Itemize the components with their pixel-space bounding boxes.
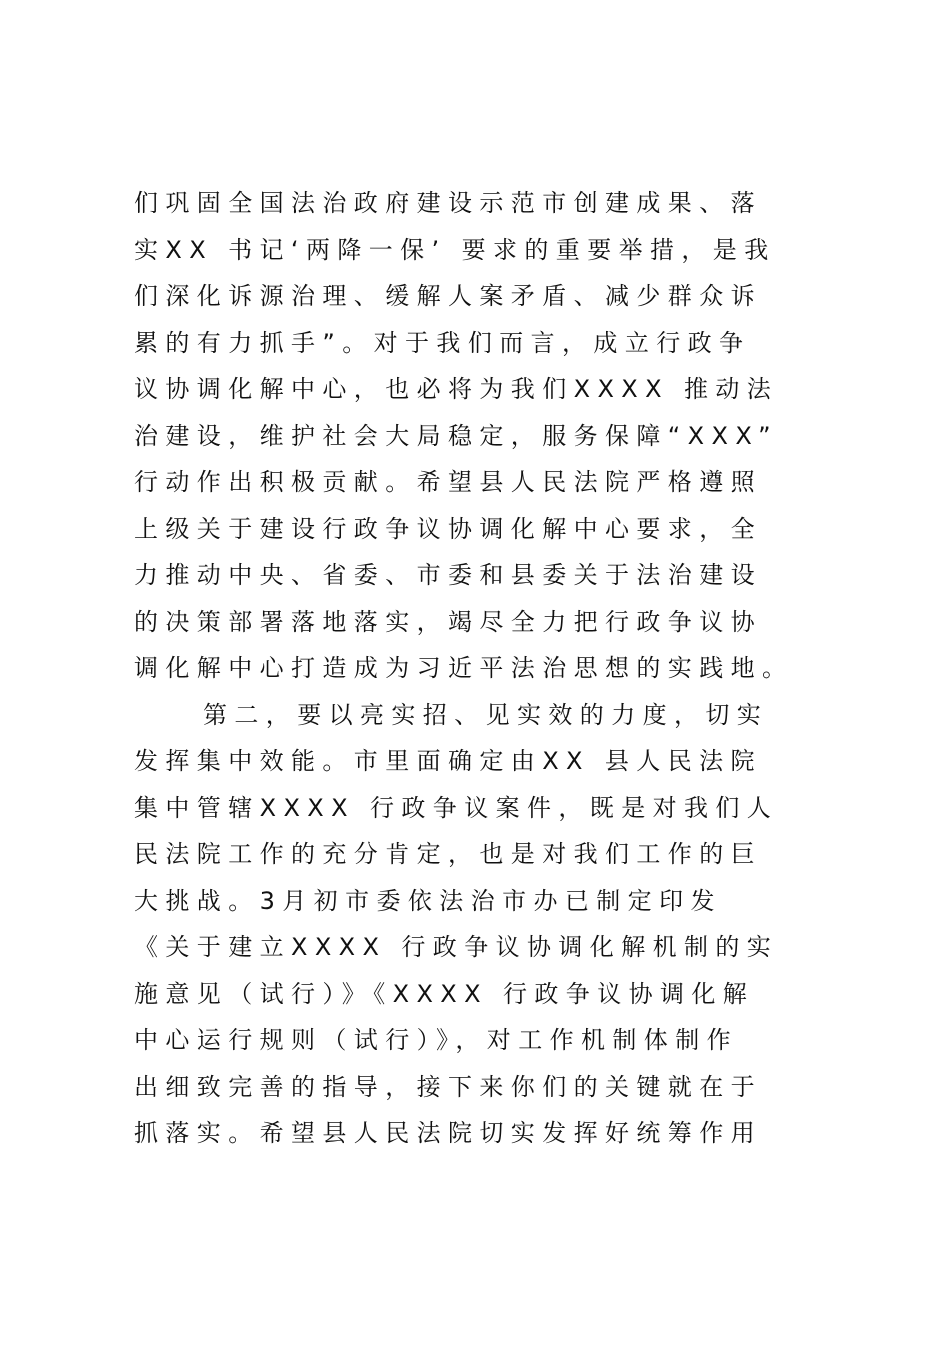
text-line: 们深化诉源治理、缓解人案矛盾、减少群众诉 (134, 282, 762, 310)
text-line: 治建设，维护社会大局稳定，服务保障“XXX” (134, 421, 779, 450)
text-line: 发挥集中效能。市里面确定由XX 县人民法院 (134, 747, 762, 775)
text-line: 民法院工作的充分肯定，也是对我们工作的巨 (134, 840, 762, 868)
text-line: 累的有力抓手”。对于我们而言，成立行政争 (134, 328, 751, 357)
text-line: 《关于建立XXXX 行政争议协调化解机制的实 (134, 933, 779, 961)
text-line: 施意见（试行）》《XXXX 行政争议协调化解 (134, 979, 755, 1008)
text-line: 上级关于建设行政争议协调化解中心要求，全 (134, 514, 762, 543)
text-line: 实XX 书记‘两降一保’ 要求的重要举措，是我 (134, 235, 776, 264)
text-line: 行动作出积极贡献。希望县人民法院严格遵照 (134, 468, 762, 496)
text-line: 大挑战。3月初市委依法治市办已制定印发 (134, 886, 722, 915)
text-line: 议协调化解中心，也必将为我们XXXX 推动法 (134, 375, 779, 403)
body-text (134, 180, 834, 1157)
text-line: 集中管辖XXXX 行政争议案件，既是对我们人 (134, 793, 779, 822)
text-line: 调化解中心打造成为习近平法治思想的实践地。 (134, 654, 794, 682)
text-line: 中心运行规则（试行）》，对工作机制体制作 (134, 1026, 738, 1054)
text-line: 力推动中央、省委、市委和县委关于法治建设 (134, 561, 762, 589)
paragraph-start-line: 第二，要以亮实招、见实效的力度，切实 (203, 700, 769, 729)
text-line: 出细致完善的指导，接下来你们的关键就在于 (134, 1072, 762, 1101)
text-line: 的决策部署落地落实，竭尽全力把行政争议协 (134, 607, 762, 636)
text-line: 们巩固全国法治政府建设示范市创建成果、落 (134, 189, 762, 217)
text-line: 抓落实。希望县人民法院切实发挥好统筹作用 (134, 1119, 762, 1147)
